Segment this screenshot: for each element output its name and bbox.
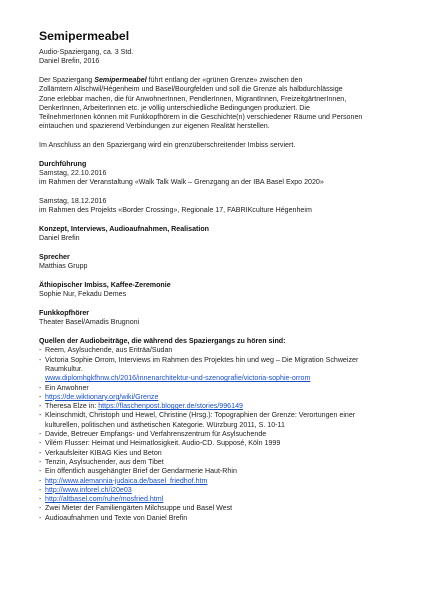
credit-heading: Konzept, Interviews, Audioaufnahmen, Realisation [39,225,210,234]
event-date: Samstag, 18.12.2016 [39,197,107,206]
source-item [39,504,399,513]
credit-heading: Sprecher [39,253,70,262]
source-item [39,486,399,495]
document-page [39,29,399,523]
source-text: Ein öffentlich ausgehängter Brief der Gendarmerie Haut-Rhin [45,467,237,476]
source-text: Vilém Flusser: Heimat und Heimatlosigkeit. Audio-CD. Supposé, Köln 1999 [45,439,281,448]
source-item [39,356,399,384]
event-date: Samstag, 22.10.2016 [39,169,107,178]
source-item [39,402,399,411]
source-item [39,495,399,504]
intro-line: Zollämtern Allschwil/Hégenheim und Basel/Bourgfelden und soll die Grenze als halbdurchlässige [39,85,343,94]
intro-text: Der Spaziergang [39,75,95,84]
source-item [39,477,399,486]
intro-text: führt entlang der «grünen Grenze» zwischen den [146,75,303,84]
intro-line: Zone erlebbar machen, die für AnwohnerInnen, PendlerInnen, MigrantInnen, FreizeitgärtnerInnen, [39,94,347,103]
source-link[interactable]: http://www.alemannia-judaica.de/basel_friedhof.htm [45,476,208,485]
credit-concept [39,225,399,244]
source-link[interactable]: http://altbasel.com/ruhe/mosfried.html [45,495,164,504]
source-item [39,384,399,393]
source-text: Theresa Elze in: [45,402,99,411]
imbiss-note-text: Im Anschluss an den Spaziergang wird ein grenzüberschreitender Imbiss serviert. [39,141,296,150]
credit-heading: Funkkopfhörer [39,309,90,318]
source-text: Davide, Betreuer Empfangs- und Verfahrenszentrum für Asylsuchende [45,430,267,439]
credit-names: Daniel Brefin [39,234,80,243]
source-text: Ein Anwohner [45,383,89,392]
page-title: Semipermeabel [39,29,130,43]
source-item [39,514,399,523]
source-link[interactable]: https://de.wiktionary.org/wiki/Grenze [45,392,159,401]
source-text: Verkaufsleiter KIBAG Kies und Beton [45,448,162,457]
sources-heading: Quellen der Audiobeiträge, die während des Spaziergangs zu hören sind: [39,337,286,346]
source-link[interactable]: https://flaschenpost.blogger.de/stories/996149 [98,402,243,411]
sources-list [39,346,399,523]
source-link[interactable]: www.diplomhgkfhnw.ch/2016/innenarchitektur-und-szenografie/victoria-sophie-orrom [45,374,311,383]
source-link[interactable]: http://www.inforel.ch/i20e03 [45,485,132,494]
credit-names: Theater Basel/Amadis Brugnoni [39,318,140,327]
source-item [39,458,399,467]
credit-speaker [39,253,399,272]
source-item [39,439,399,448]
source-text: Zwei Mieter der Familiengärten Milchsuppe und Basel West [45,504,233,513]
intro-paragraph [39,76,399,132]
meta-author: Daniel Brefin, 2016 [39,57,100,66]
source-item [39,449,399,458]
credit-names: Sophie Nur, Fekadu Demes [39,290,127,299]
sources-section [39,337,399,523]
intro-line: eintauchen und spazierend Verbindungen zur eigenen Realität herstellen. [39,122,270,131]
meta-duration: Audio-Spaziergang, ca. 3 Std. [39,48,134,56]
source-item [39,393,399,402]
source-text-continued: kulturellen, politischen und ästhetischen Kategorie. Würzburg 2011, S. 10-11 [45,420,285,429]
event-description: im Rahmen der Veranstaltung «Walk Talk Walk – Grenzgang an der IBA Basel Expo 2020» [39,178,324,187]
source-item [39,467,399,476]
intro-line: DenkerInnen, ArbeiterInnen etc. je völlig unterschiedliche Bedingungen produziert. Die [39,103,310,112]
credit-headphones [39,309,399,328]
intro-line [39,76,399,85]
source-text: Audioaufnahmen und Texte von Daniel Brefin [45,513,188,522]
credit-heading: Äthiopischer Imbiss, Kaffee-Zeremonie [39,281,171,290]
durchfuehrung-section [39,160,399,188]
source-item [39,430,399,439]
intro-emphasis: Semipermeabel [94,75,147,84]
source-text: Victoria Sophie Orrom, Interviews im Rahmen des Projektes hin und weg – Die Migration Schweizer [45,355,359,364]
source-text: Kleinschmidt, Christoph und Hewel, Christine (Hrsg.): Topographien der Grenze: Verortungen einer [45,411,356,420]
credit-names: Matthias Grupp [39,262,88,271]
meta-block [39,48,399,67]
source-text-continued: Raumkultur. [45,364,83,373]
durchfuehrung-second [39,197,399,216]
intro-line: TeilnehmerInnen können mit Funkkopfhörern in die Geschichte(n) verschiedener Räume und Personen [39,113,363,122]
source-text: Reem, Asylsuchende, aus Eriträa/Sudan [45,346,173,355]
source-item [39,346,399,355]
source-text: Tenzin, Asylsuchender, aus dem Tibet [45,457,164,466]
event-description: im Rahmen des Projekts «Border Crossing», Regionale 17, FABRIKculture Hégenheim [39,206,312,215]
imbiss-note [39,141,399,150]
section-heading: Durchführung [39,159,87,168]
credit-imbiss [39,281,399,300]
source-item [39,411,399,430]
